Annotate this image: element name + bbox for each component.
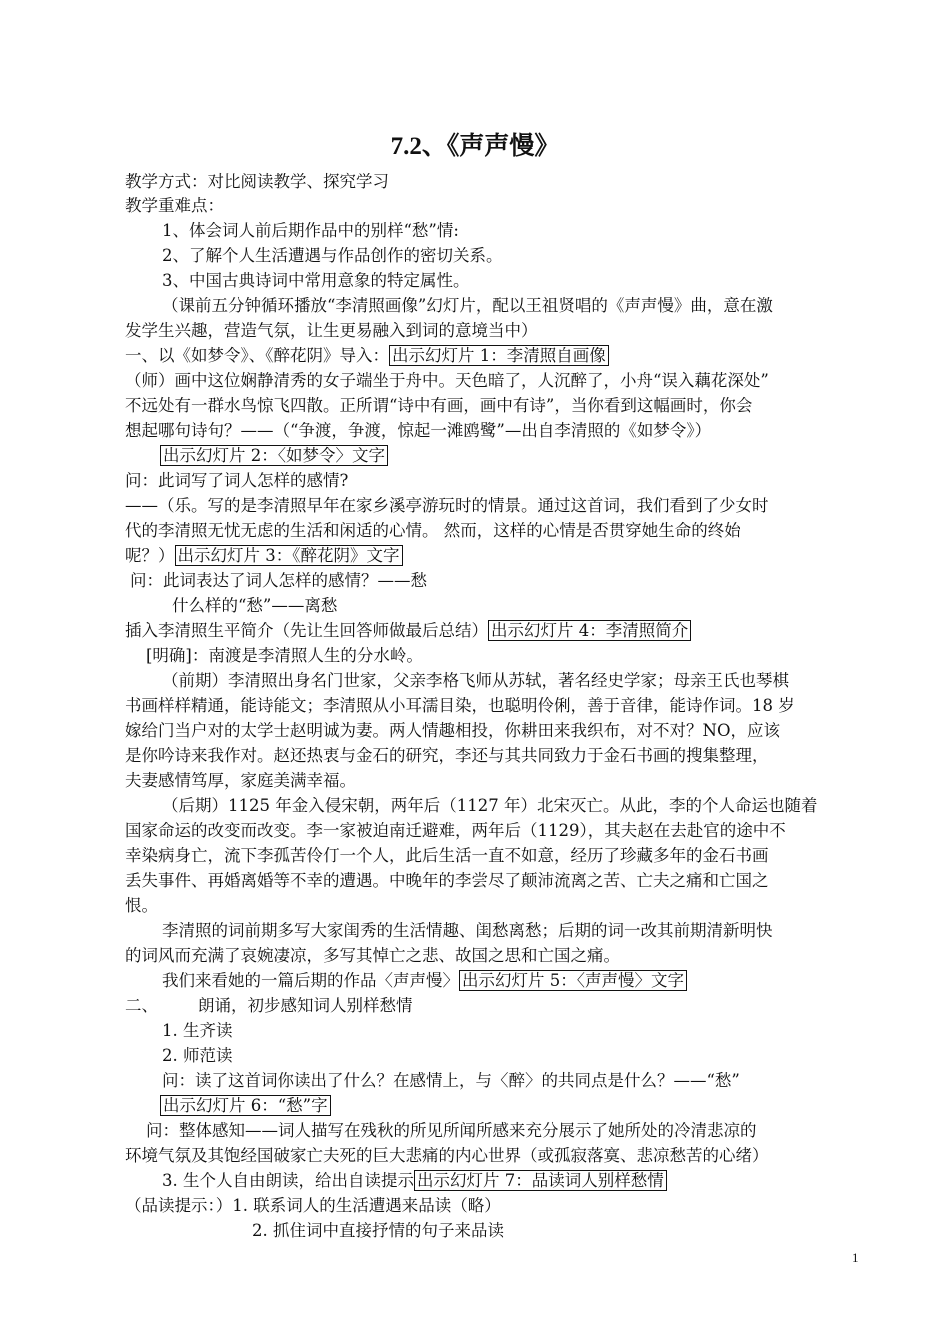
keypoint-2: 2、了解个人生活遭遇与作品创作的密切关系。	[162, 246, 503, 265]
keypoint-3: 3、中国古典诗词中常用意象的特定属性。	[162, 271, 470, 290]
teaching-method: 教学方式：对比阅读教学、探究学习	[125, 172, 389, 191]
teacher-line: 想起哪句诗句？——（“争渡，争渡，惊起一滩鸥鹭”—出自李清照的《如梦令》）	[125, 421, 712, 440]
early-period-line: 嫁给门当户对的太学士赵明诚为妻。两人情趣相投，你耕田来我织布，对不对？NO，应该	[125, 721, 780, 740]
question-3: 问：读了这首词你读出了什么？在感情上，与〈醉〉的共同点是什么？——“愁”	[162, 1071, 740, 1090]
overall-feel-line: 问：整体感知——词人描写在残秋的所见所闻所感来充分展示了她所处的冷清悲凉的	[146, 1121, 757, 1140]
summary-line: 李清照的词前期多写大家闺秀的生活情趣、闺愁离愁；后期的词一改其前期清新明快	[162, 921, 773, 940]
clarify-line: [明确]：南渡是李清照人生的分水岭。	[146, 646, 423, 665]
overall-feel-line: 环境气氛及其饱经国破家亡夫死的巨大悲痛的内心世界（或孤寂落寞、悲凉愁苦的心绪）	[125, 1146, 769, 1165]
teacher-line: （师）画中这位娴静清秀的女子端坐于舟中。天色暗了，人沉醉了，小舟“误入藕花深处”	[125, 371, 769, 390]
slide-6-line	[160, 1094, 331, 1118]
reading-tip-2: 2. 抓住词中直接抒情的句子来品读	[252, 1221, 504, 1240]
answer-1-line: ——（乐。写的是李清照早年在家乡溪亭游玩时的情景。通过这首词，我们看到了少女时	[125, 496, 769, 515]
question-2: 问：此词表达了词人怎样的感情？——愁	[130, 571, 427, 590]
section-1-heading	[125, 344, 609, 368]
step-3-line	[162, 1169, 667, 1193]
late-period-line: 国家命运的改变而改变。李一家被迫南迁避难，两年后（1129），其夫赵在去赴官的途中不	[125, 821, 786, 840]
slide-2-line	[160, 444, 388, 468]
late-period-line: （后期）1125 年金入侵宋朝，两年后（1127 年）北宋灭亡。从此，李的个人命运也随着	[162, 796, 818, 815]
late-period-line: 幸染病身亡，流下李孤苦伶仃一个人，此后生活一直不如意，经历了珍藏多年的金石书画	[125, 846, 769, 865]
section-2-heading	[125, 994, 413, 1018]
step-3-text: 3. 生个人自由朗读，给出自读提示	[162, 1171, 414, 1190]
slide-6-box: 出示幻灯片 6：“愁”字	[160, 1095, 331, 1116]
look-at-text: 我们来看她的一篇后期的作品〈声声慢〉	[162, 971, 459, 990]
teacher-line: 不远处有一群水鸟惊飞四散。正所谓“诗中有画，画中有诗”，当你看到这幅画时，你会	[125, 396, 753, 415]
question-2b: 什么样的“愁”——离愁	[172, 596, 338, 615]
pre-note-line: （课前五分钟循环播放“李清照画像”幻灯片，配以王祖贤唱的《声声慢》曲，意在激	[162, 296, 773, 315]
question-1: 问：此词写了词人怎样的感情?	[125, 471, 349, 490]
slide-4-box: 出示幻灯片 4：李清照简介	[488, 620, 691, 641]
early-period-line: 是你吟诗来我作对。赵还热衷与金石的研究，李还与其共同致力于金石书画的搜集整理，	[125, 746, 769, 765]
section-2-text: 朗诵，初步感知词人别样愁情	[198, 996, 413, 1015]
keypoints-label: 教学重难点：	[125, 196, 224, 215]
slide-5-box: 出示幻灯片 5：〈声声慢〉文字	[459, 970, 687, 991]
late-period-line: 丢失事件、再婚离婚等不幸的遭遇。中晚年的李尝尽了颠沛流离之苦、亡夫之痛和亡国之	[125, 871, 769, 890]
late-period-line: 恨。	[125, 896, 158, 915]
slide-2-box: 出示幻灯片 2：〈如梦令〉文字	[160, 445, 388, 466]
keypoint-1: 1、体会词人前后期作品中的别样“愁”情:	[162, 221, 459, 240]
answer-1-end	[125, 544, 403, 568]
early-period-line: 书画样样精通，能诗能文；李清照从小耳濡目染，也聪明伶俐，善于音律，能诗作词。18 岁	[125, 696, 795, 715]
slide-7-box: 出示幻灯片 7：品读词人别样愁情	[414, 1170, 667, 1191]
slide-3-box: 出示幻灯片 3：《醉花阴》文字	[175, 545, 403, 566]
summary-line: 的词风而充满了哀婉凄凉，多写其悼亡之悲、故国之思和亡国之痛。	[125, 946, 620, 965]
reading-tip-1: （品读提示：）1. 联系词人的生活遭遇来品读（略）	[125, 1196, 501, 1215]
step-1: 1. 生齐读	[162, 1021, 233, 1040]
early-period-line: 夫妻感情笃厚，家庭美满幸福。	[125, 771, 356, 790]
section-1-text: 一、以《如梦令》、《醉花阴》导入：	[125, 346, 389, 365]
insert-line	[125, 619, 691, 643]
page-title: 7.2、《声声慢》	[390, 133, 560, 160]
slide-1-box: 出示幻灯片 1：李清照自画像	[389, 345, 609, 366]
step-2: 2. 师范读	[162, 1046, 233, 1065]
answer-1-line: 代的李清照无忧无虑的生活和闲适的心情。 然而，这样的心情是否贯穿她生命的终始	[125, 521, 741, 540]
page-number: 1	[852, 1250, 859, 1265]
look-at-line	[162, 969, 687, 993]
section-2-number: 二、	[125, 996, 158, 1015]
pre-note-line: 发学生兴趣，营造气氛，让生更易融入到词的意境当中）	[125, 321, 538, 340]
answer-1-end-text: 呢？）	[125, 546, 175, 565]
early-period-line: （前期）李清照出身名门世家，父亲李格飞师从苏轼，著名经史学家；母亲王氏也琴棋	[162, 671, 789, 690]
insert-text: 插入李清照生平简介（先让生回答师做最后总结）	[125, 621, 488, 640]
